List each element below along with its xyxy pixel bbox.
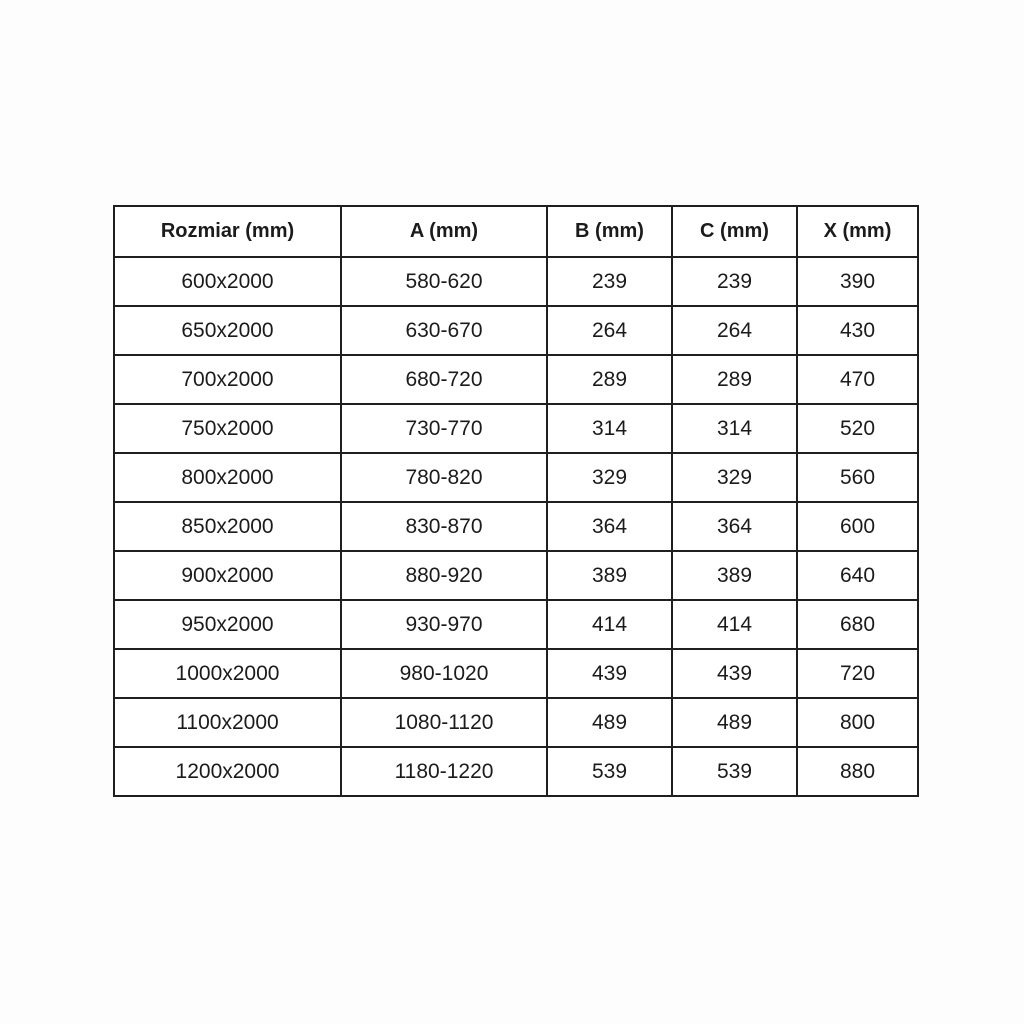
table-cell: 520: [797, 404, 918, 453]
table-cell: 730-770: [341, 404, 547, 453]
table-cell: 329: [672, 453, 797, 502]
table-row: [114, 502, 918, 551]
table-cell: 389: [547, 551, 672, 600]
table-cell: 314: [547, 404, 672, 453]
table-cell: 289: [547, 355, 672, 404]
table-cell: 414: [672, 600, 797, 649]
table-cell: 239: [672, 257, 797, 306]
table-cell: 800: [797, 698, 918, 747]
column-header-c: C (mm): [672, 206, 797, 257]
table-cell: 580-620: [341, 257, 547, 306]
table-cell: 680-720: [341, 355, 547, 404]
table-header: [114, 206, 918, 257]
table-cell: 600x2000: [114, 257, 341, 306]
table-row: [114, 355, 918, 404]
table-row: [114, 747, 918, 796]
table-header-row: [114, 206, 918, 257]
table-cell: 390: [797, 257, 918, 306]
table-cell: 720: [797, 649, 918, 698]
table-cell: 780-820: [341, 453, 547, 502]
table-cell: 489: [547, 698, 672, 747]
table-cell: 1180-1220: [341, 747, 547, 796]
table-cell: 630-670: [341, 306, 547, 355]
table-cell: 830-870: [341, 502, 547, 551]
table-cell: 1000x2000: [114, 649, 341, 698]
table-cell: 264: [547, 306, 672, 355]
table-row: [114, 649, 918, 698]
table-row: [114, 600, 918, 649]
table-cell: 539: [672, 747, 797, 796]
table-cell: 750x2000: [114, 404, 341, 453]
table-cell: 900x2000: [114, 551, 341, 600]
table-cell: 880-920: [341, 551, 547, 600]
table-cell: 539: [547, 747, 672, 796]
size-spec-table: [113, 205, 919, 797]
table-cell: 1100x2000: [114, 698, 341, 747]
table-row: [114, 453, 918, 502]
table-cell: 950x2000: [114, 600, 341, 649]
table-cell: 640: [797, 551, 918, 600]
table-cell: 1200x2000: [114, 747, 341, 796]
table-cell: 850x2000: [114, 502, 341, 551]
table-cell: 1080-1120: [341, 698, 547, 747]
table-cell: 289: [672, 355, 797, 404]
table-cell: 329: [547, 453, 672, 502]
table-row: [114, 551, 918, 600]
table-cell: 314: [672, 404, 797, 453]
table-cell: 364: [672, 502, 797, 551]
column-header-a: A (mm): [341, 206, 547, 257]
table-row: [114, 404, 918, 453]
table-cell: 600: [797, 502, 918, 551]
table-cell: 489: [672, 698, 797, 747]
table-cell: 264: [672, 306, 797, 355]
table-cell: 414: [547, 600, 672, 649]
table-cell: 560: [797, 453, 918, 502]
table-cell: 439: [672, 649, 797, 698]
column-header-rozmiar: Rozmiar (mm): [114, 206, 341, 257]
table-cell: 439: [547, 649, 672, 698]
table-cell: 980-1020: [341, 649, 547, 698]
table-row: [114, 257, 918, 306]
column-header-x: X (mm): [797, 206, 918, 257]
table-cell: 880: [797, 747, 918, 796]
table-cell: 680: [797, 600, 918, 649]
table-cell: 650x2000: [114, 306, 341, 355]
table-cell: 800x2000: [114, 453, 341, 502]
table-cell: 239: [547, 257, 672, 306]
table-cell: 364: [547, 502, 672, 551]
table-row: [114, 306, 918, 355]
table-cell: 430: [797, 306, 918, 355]
table-cell: 389: [672, 551, 797, 600]
table-cell: 930-970: [341, 600, 547, 649]
table-cell: 470: [797, 355, 918, 404]
column-header-b: B (mm): [547, 206, 672, 257]
table-row: [114, 698, 918, 747]
table-cell: 700x2000: [114, 355, 341, 404]
table-body: [114, 257, 918, 796]
